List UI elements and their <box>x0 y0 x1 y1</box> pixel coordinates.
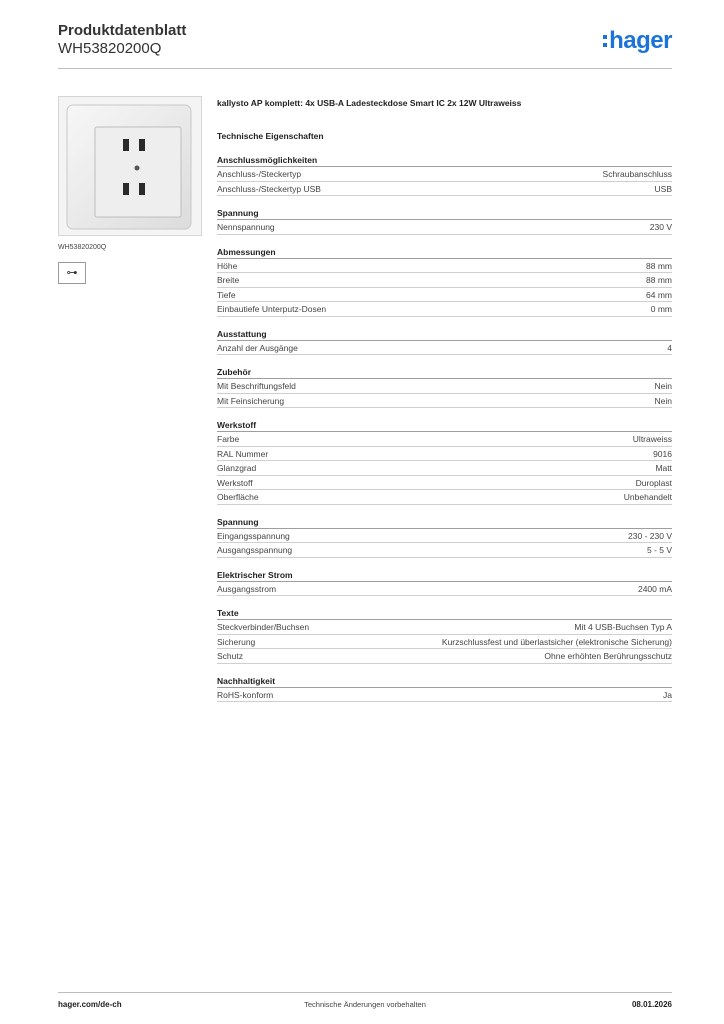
property-group <box>217 366 672 408</box>
property-value: Nein <box>654 395 672 406</box>
usb-socket-illustration <box>59 97 201 235</box>
property-row <box>217 620 672 635</box>
document-title: Produktdatenblatt <box>58 22 187 39</box>
image-caption: WH53820200Q <box>58 244 107 251</box>
technical-properties-heading: Technische Eigenschaften <box>217 131 324 141</box>
property-label: Mit Feinsicherung <box>217 395 285 406</box>
property-value: Duroplast <box>635 477 672 488</box>
property-row <box>217 432 672 447</box>
property-label: Glanzgrad <box>217 463 257 473</box>
property-label: Anschluss-/Steckertyp <box>217 169 302 179</box>
property-row <box>217 529 672 544</box>
hager-logo <box>603 28 672 54</box>
property-row <box>217 379 672 394</box>
group-title: Texte <box>217 607 672 620</box>
property-value: 88 mm <box>646 260 672 271</box>
property-row <box>217 394 672 409</box>
group-title: Elektrischer Strom <box>217 569 672 582</box>
property-label: Ausgangsstrom <box>217 583 277 594</box>
property-group <box>217 569 672 597</box>
property-value: 5 - 5 V <box>646 545 672 555</box>
property-value: USB <box>654 183 672 194</box>
property-row <box>217 582 672 597</box>
property-row <box>217 182 672 197</box>
property-label: Höhe <box>217 260 238 271</box>
property-group <box>217 516 672 558</box>
property-group <box>217 607 672 664</box>
group-title: Zubehör <box>217 366 672 379</box>
property-label: Breite <box>217 275 240 285</box>
property-group <box>217 675 672 703</box>
property-label: Ausgangsspannung <box>217 545 293 555</box>
property-group <box>217 154 672 196</box>
property-value: Nein <box>654 381 672 391</box>
property-row <box>217 259 672 274</box>
property-value: Unbehandelt <box>623 492 672 502</box>
property-value: 2400 mA <box>637 583 672 594</box>
property-value: Schraubanschluss <box>602 169 672 179</box>
property-row <box>217 649 672 664</box>
property-row <box>217 461 672 476</box>
property-groups <box>217 154 672 702</box>
property-row <box>217 688 672 703</box>
property-value: Mit 4 USB-Buchsen Typ A <box>574 622 672 632</box>
group-title: Spannung <box>217 516 672 529</box>
property-label: Anschluss-/Steckertyp USB <box>217 183 321 194</box>
property-label: Oberfläche <box>217 492 259 502</box>
usb-icon: ⊶ <box>58 262 86 284</box>
property-label: Farbe <box>217 434 240 444</box>
page-footer <box>58 992 672 1017</box>
group-title: Anschlussmöglichkeiten <box>217 154 672 167</box>
property-group <box>217 419 672 505</box>
property-group <box>217 328 672 356</box>
property-label: Eingangsspannung <box>217 530 290 541</box>
product-title: kallysto AP komplett: 4x USB-A Ladesteckdose Smart IC 2x 12W Ultraweiss <box>217 98 522 108</box>
property-group <box>217 246 672 317</box>
property-row <box>217 167 672 182</box>
footer-notice: Technische Änderungen vorbehalten <box>304 1000 426 1009</box>
group-title: Werkstoff <box>217 419 672 432</box>
property-value: 88 mm <box>646 275 672 285</box>
property-row <box>217 635 672 650</box>
product-details <box>217 96 672 702</box>
group-title: Abmessungen <box>217 246 672 259</box>
property-label: Anzahl der Ausgänge <box>217 342 298 353</box>
page-header <box>58 20 672 69</box>
property-value: Ja <box>663 689 672 700</box>
property-value: 64 mm <box>646 289 672 300</box>
property-value: Kurzschlussfest und überlastsicher (elektronische Sicherung) <box>441 636 672 647</box>
property-label: Werkstoff <box>217 477 253 488</box>
property-row <box>217 302 672 317</box>
property-value: 4 <box>667 342 672 353</box>
property-label: RAL Nummer <box>217 448 269 459</box>
property-value: 9016 <box>653 448 672 459</box>
property-row <box>217 341 672 356</box>
property-label: Schutz <box>217 651 243 661</box>
property-value: Ultraweiss <box>632 434 672 444</box>
property-row <box>217 288 672 303</box>
logo-dots-icon <box>603 35 607 47</box>
footer-website: hager.com/de-ch <box>58 1000 122 1009</box>
property-value: 230 - 230 V <box>628 530 672 541</box>
product-image <box>58 96 202 236</box>
group-title: Nachhaltigkeit <box>217 675 672 688</box>
property-label: RoHS-konform <box>217 689 274 700</box>
property-group <box>217 207 672 235</box>
property-row <box>217 447 672 462</box>
property-row <box>217 543 672 558</box>
property-row <box>217 273 672 288</box>
footer-date: 08.01.2026 <box>631 1000 672 1009</box>
article-number: WH53820200Q <box>58 40 162 57</box>
property-label: Einbautiefe Unterputz-Dosen <box>217 304 327 314</box>
property-label: Nennspannung <box>217 222 275 232</box>
property-row <box>217 220 672 235</box>
property-label: Tiefe <box>217 289 236 300</box>
group-title: Ausstattung <box>217 328 672 341</box>
property-row <box>217 490 672 505</box>
logo-text: hager <box>609 27 672 54</box>
property-label: Mit Beschriftungsfeld <box>217 381 296 391</box>
property-row <box>217 476 672 491</box>
property-value: Ohne erhöhten Berührungsschutz <box>544 651 672 661</box>
group-title: Spannung <box>217 207 672 220</box>
property-value: 0 mm <box>650 304 672 314</box>
property-value: 230 V <box>649 222 672 232</box>
property-value: Matt <box>655 463 672 473</box>
property-label: Steckverbinder/Buchsen <box>217 622 310 632</box>
property-label: Sicherung <box>217 636 256 647</box>
